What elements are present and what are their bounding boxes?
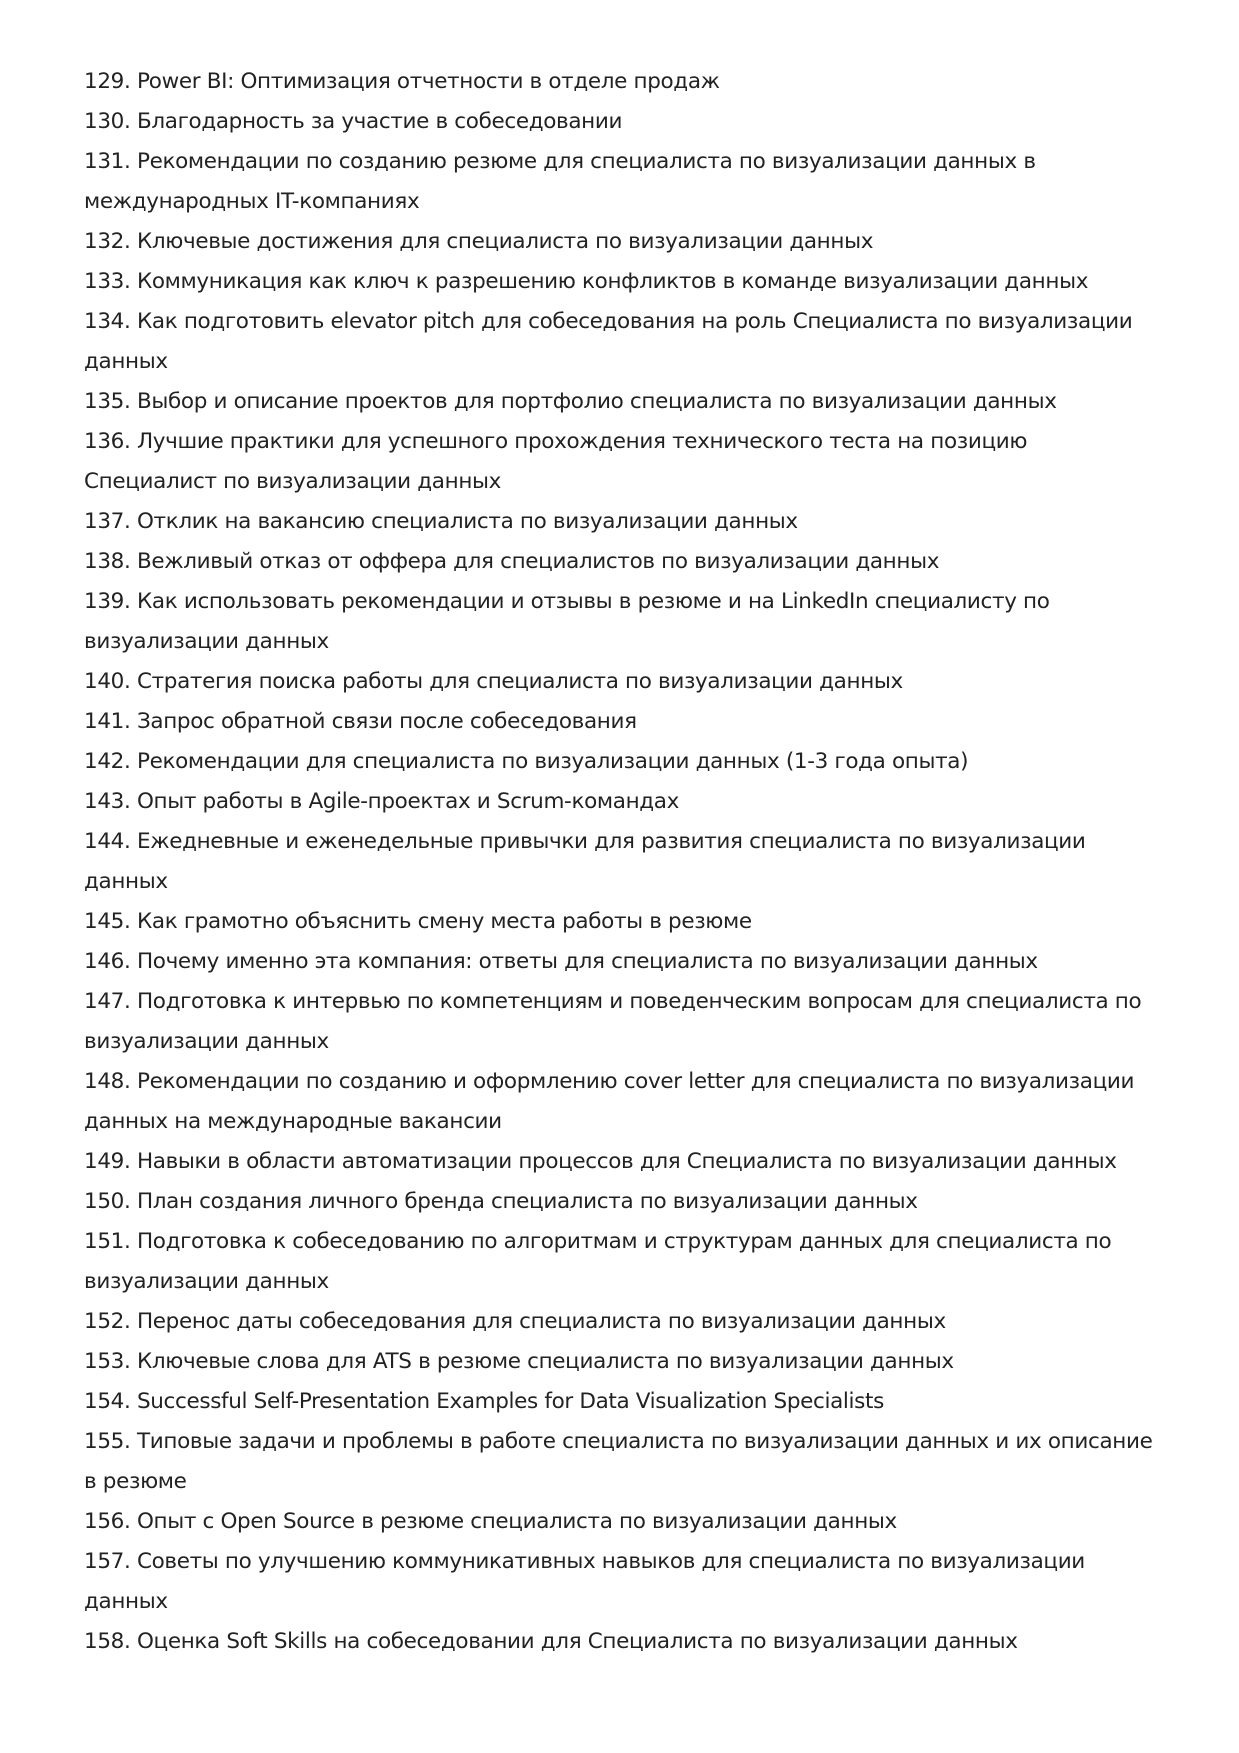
list-item: 134. Как подготовить elevator pitch для собеседования на роль Специалиста по визуализации данных bbox=[84, 309, 1133, 374]
list-item: 140. Стратегия поиска работы для специалиста по визуализации данных bbox=[84, 669, 903, 694]
list-item: 132. Ключевые достижения для специалиста по визуализации данных bbox=[84, 229, 874, 254]
list-item: 157. Советы по улучшению коммуникативных навыков для специалиста по визуализации данных bbox=[84, 1549, 1085, 1614]
list-item: 133. Коммуникация как ключ к разрешению конфликтов в команде визуализации данных bbox=[84, 269, 1089, 294]
list-item: 129. Power BI: Оптимизация отчетности в отделе продаж bbox=[84, 69, 720, 94]
list-item: 151. Подготовка к собеседованию по алгоритмам и структурам данных для специалиста по визуализации данных bbox=[84, 1229, 1112, 1294]
list-item: 148. Рекомендации по созданию и оформлению cover letter для специалиста по визуализации данных на международные вакансии bbox=[84, 1069, 1135, 1134]
list-item: 150. План создания личного бренда специалиста по визуализации данных bbox=[84, 1189, 918, 1214]
list-item: 155. Типовые задачи и проблемы в работе специалиста по визуализации данных и их описание в резюме bbox=[84, 1429, 1153, 1494]
list-item: 143. Опыт работы в Agile-проектах и Scrum-командах bbox=[84, 789, 680, 814]
list-item: 156. Опыт с Open Source в резюме специалиста по визуализации данных bbox=[84, 1509, 897, 1534]
list-item: 146. Почему именно эта компания: ответы для специалиста по визуализации данных bbox=[84, 949, 1038, 974]
list-item: 135. Выбор и описание проектов для портфолио специалиста по визуализации данных bbox=[84, 389, 1057, 414]
list-item: 131. Рекомендации по созданию резюме для специалиста по визуализации данных в международных IT-компаниях bbox=[84, 149, 1036, 214]
list-item: 158. Оценка Soft Skills на собеседовании для Специалиста по визуализации данных bbox=[84, 1629, 1018, 1654]
list-item: 138. Вежливый отказ от оффера для специалистов по визуализации данных bbox=[84, 549, 940, 574]
list-item: 141. Запрос обратной связи после собеседования bbox=[84, 709, 637, 734]
list-item: 145. Как грамотно объяснить смену места работы в резюме bbox=[84, 909, 752, 934]
list-item: 139. Как использовать рекомендации и отзывы в резюме и на LinkedIn специалисту по визуализации данных bbox=[84, 589, 1050, 654]
list-item: 130. Благодарность за участие в собеседовании bbox=[84, 109, 623, 134]
list-item: 152. Перенос даты собеседования для специалиста по визуализации данных bbox=[84, 1309, 946, 1334]
list-item: 144. Ежедневные и еженедельные привычки для развития специалиста по визуализации данных bbox=[84, 829, 1086, 894]
list-item: 154. Successful Self-Presentation Examples for Data Visualization Specialists bbox=[84, 1389, 884, 1414]
list-item: 147. Подготовка к интервью по компетенциям и поведенческим вопросам для специалиста по визуализации данных bbox=[84, 989, 1142, 1054]
list-item: 137. Отклик на вакансию специалиста по визуализации данных bbox=[84, 509, 798, 534]
list-item: 142. Рекомендации для специалиста по визуализации данных (1-3 года опыта) bbox=[84, 749, 969, 774]
list-item: 153. Ключевые слова для ATS в резюме специалиста по визуализации данных bbox=[84, 1349, 954, 1374]
article-list bbox=[84, 62, 1164, 1662]
list-item: 136. Лучшие практики для успешного прохождения технического теста на позицию Специалист по визуализации данных bbox=[84, 429, 1028, 494]
list-item: 149. Навыки в области автоматизации процессов для Специалиста по визуализации данных bbox=[84, 1149, 1117, 1174]
